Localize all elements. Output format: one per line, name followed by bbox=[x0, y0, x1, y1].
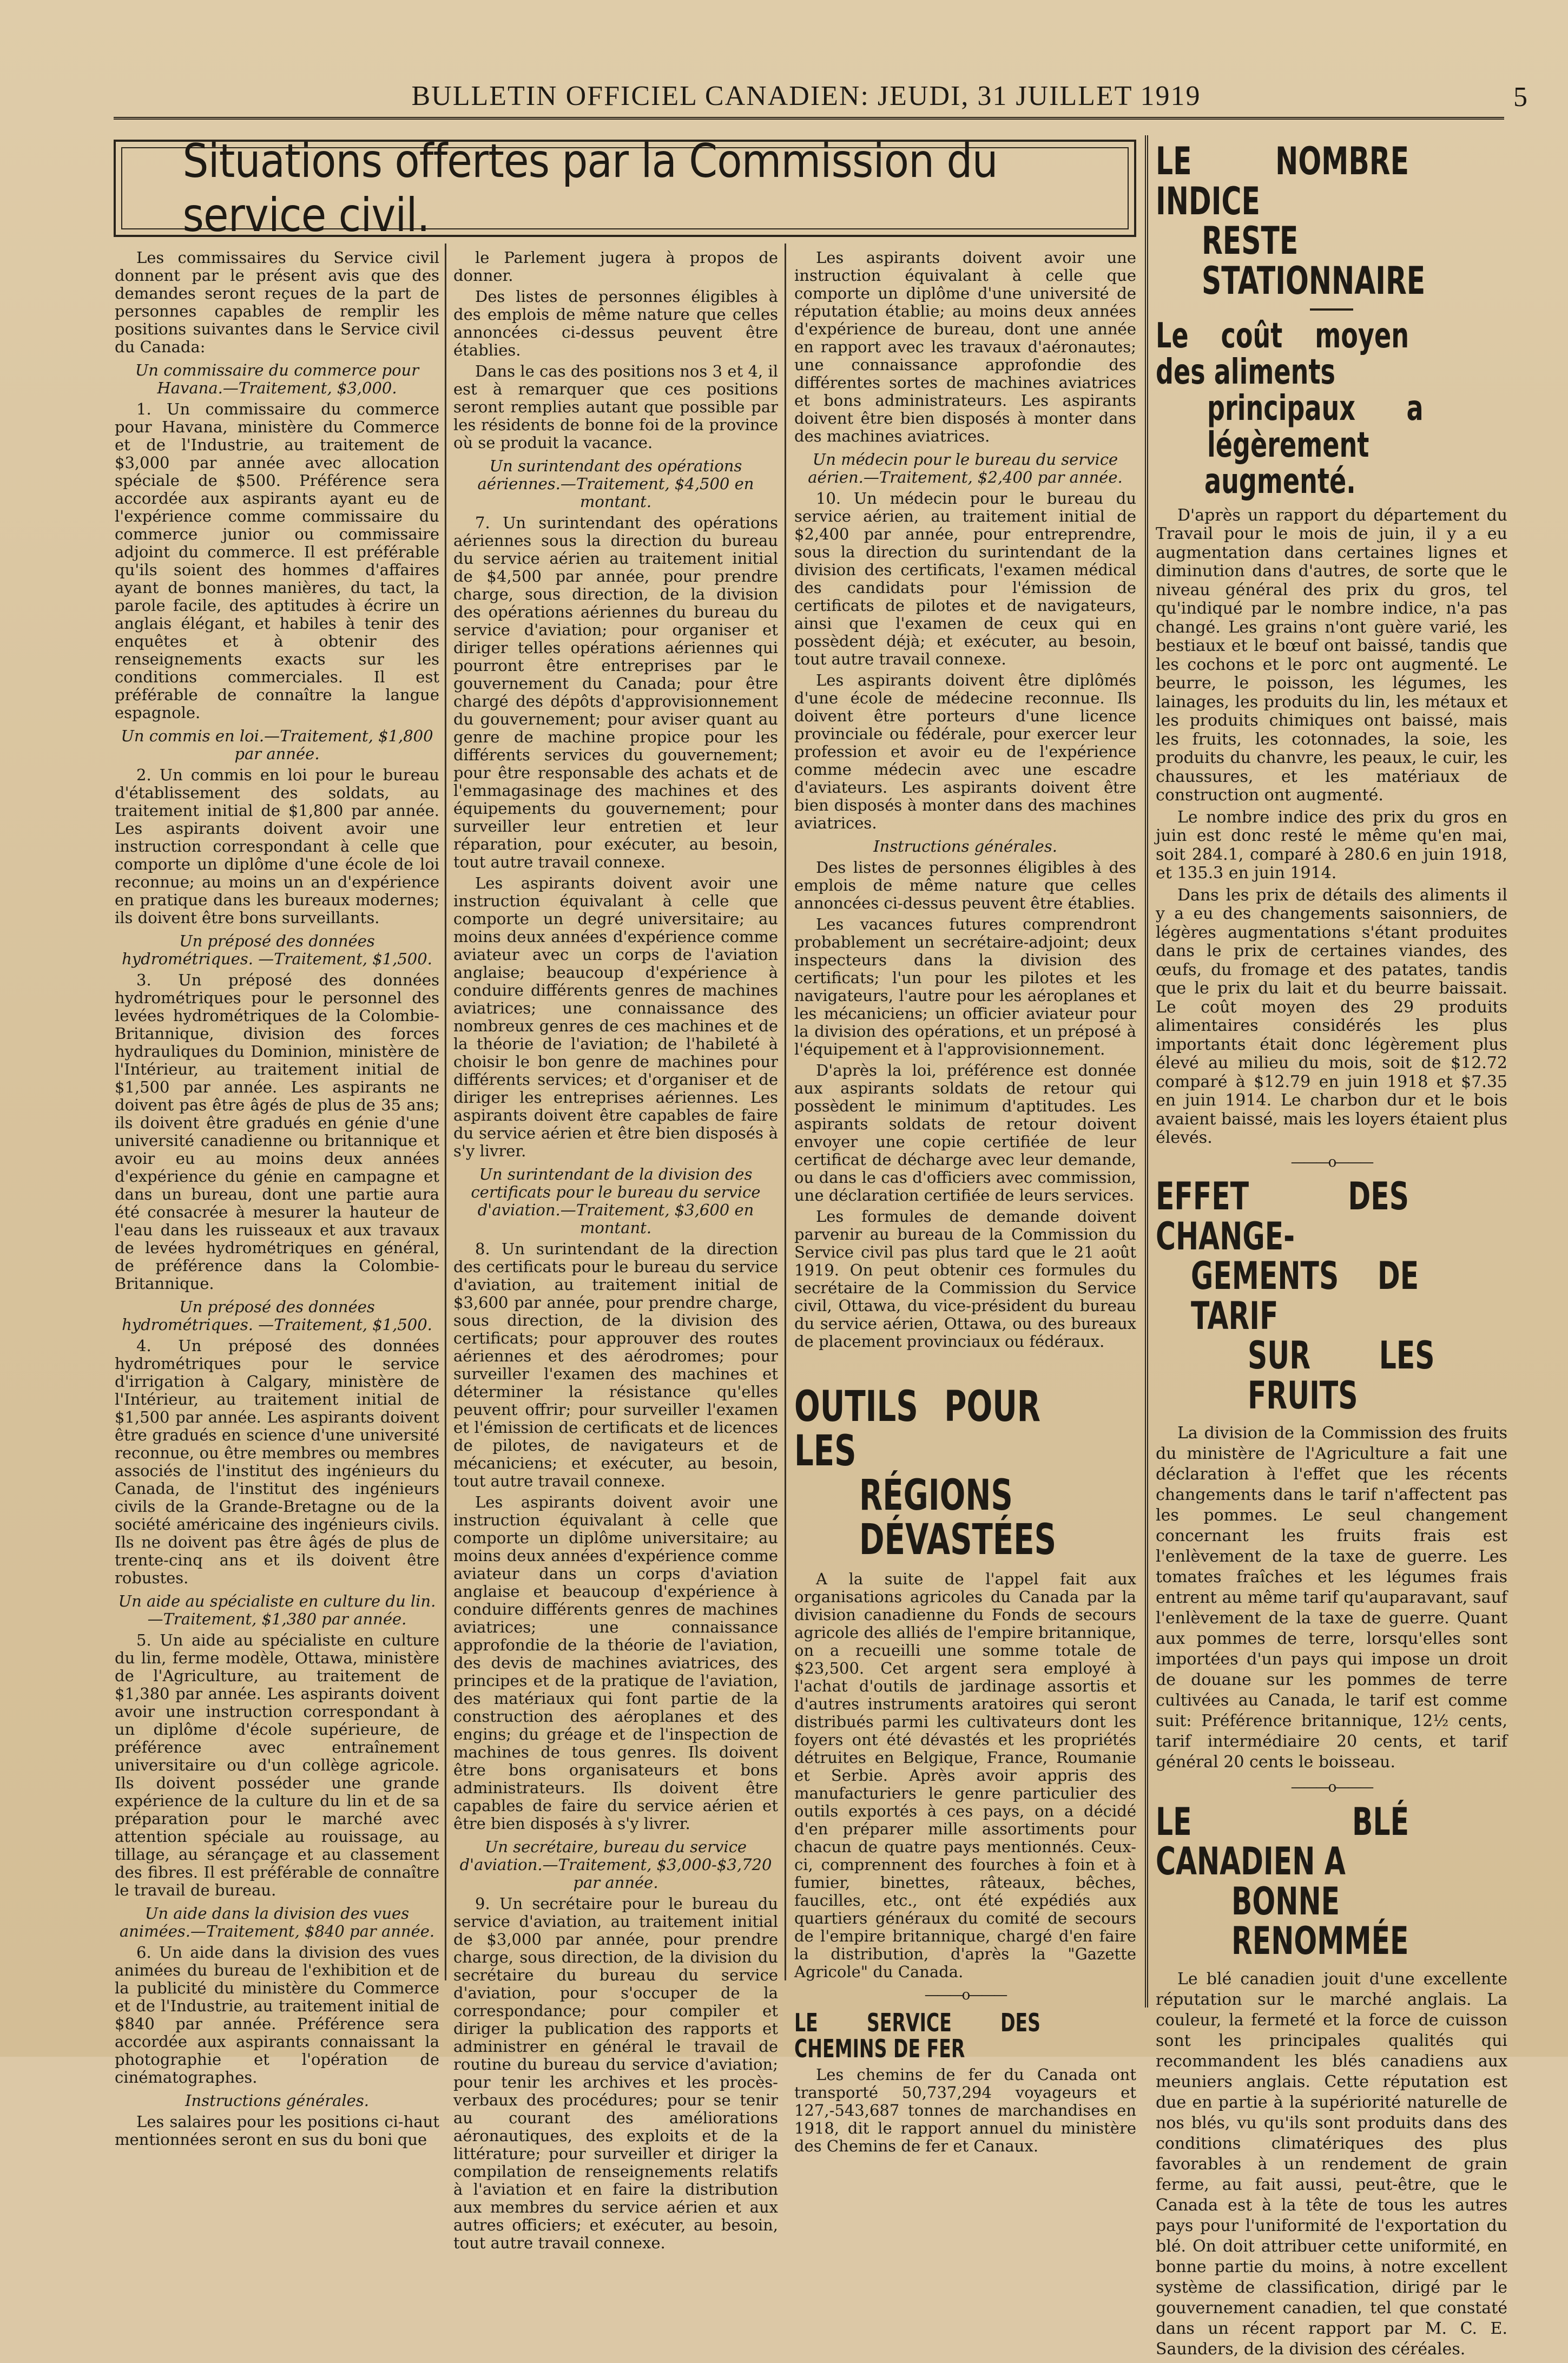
outils-body: A la suite de l'appel fait aux organisations agricoles du Canada par la division canadienne du Fonds de secours agricole des alliés de l'empire britannique, on a recueilli une somme totale de $23,500. Cet argent sera employé à l'achat d'outils de jardinage assortis et d'autres instruments aratoires qui seront distribués parmi les cultivateurs dont les foyers ont été dévastés et les propriétés détruites en Belgique, France, Roumanie et Serbie. Après avoir appris des manufacturiers le genre particulier des outils exportés à ces pays, on a décidé d'en préparer mille assortiments pour chacun de quatre pays mentionnés. Ceux-ci, comprennent des fourches à foin et à fumier, binettes, râteaux, bêches, faucilles, etc., ont été expédiés aux quartiers généraux du comité de secours de l'empire britannique, chargé d'en faire la distribution, d'après la "Gazette Agricole" du Canada. bbox=[794, 1569, 1136, 1981]
effet-title-3: SUR LES FRUITS bbox=[1248, 1333, 1435, 1418]
position-heading: Un surintendant des opérations aériennes.—Traitement, $4,500 en montant. bbox=[477, 457, 754, 511]
article-paragraph: Les commissaires du Service civil donnent par le présent avis que des demandes seront reçues de la part de personnes capables de remplir les positions suivantes dans le Service civil du Canada: bbox=[115, 248, 439, 356]
column-divider bbox=[785, 243, 786, 1980]
article-paragraph: Les vacances futures comprendront probablement un secrétaire-adjoint; deux inspecteurs dans la division des certificats; l'un pour les pilotes et les navigateurs, l'autre pour les aéroplanes et les mécaniciens; un officier aviateur pour la division des opérations, et un préposé à l'équipement et à l'approvisionnement. bbox=[794, 915, 1136, 1058]
effet-title-1: EFFET DES CHANGE- bbox=[1156, 1174, 1409, 1259]
position-heading: Un médecin pour le bureau du service aérien.—Traitement, $2,400 par année. bbox=[808, 450, 1123, 486]
indice-paragraph: Le nombre indice des prix du gros en juin est donc resté le même qu'en mai, soit 284.1, comparé à 280.6 en juin 1918, et 135.3 en juin 1914. bbox=[1156, 807, 1507, 883]
effet-body: La division de la Commission des fruits du ministère de l'Agriculture a fait une déclaration à l'effet que les récents changements dans le tarif n'affectent pas les pommes. Le seul changement concernant les fruits frais est l'enlèvement de la taxe de guerre. Les tomates fraîches et les légumes frais entrent au même tarif qu'auparavant, sauf l'enlèvement de la taxe de guerre. Quant aux pommes de terre, lorsqu'elles sont importées d'un pays qui impose un droit de douane sur les pommes de terre cultivées au Canada, le tarif est comme suit: Préférence britannique, 12½ cents, tarif intermédiaire 20 cents, et tarif général 20 cents le boisseau. bbox=[1156, 1424, 1507, 1772]
outils-title-1: OUTILS POUR LES bbox=[794, 1383, 1041, 1476]
chemins-title: LE SERVICE DES CHEMINS DE FER bbox=[794, 2007, 1041, 2063]
article-column-4 bbox=[1156, 139, 1507, 2363]
indice-sub-1: Le coût moyen des aliments bbox=[1156, 316, 1409, 393]
main-title-frame bbox=[121, 134, 1129, 242]
article-paragraph: 4. Un préposé des données hydrométriques pour le service d'irrigation à Calgary, ministère de l'Intérieur, au traitement initial de $1,500 par année. Les aspirants doivent être gradués en science d'une université reconnue, ou être membres ou membres associés de l'institut des ingénieurs du Canada, de l'institut des ingénieurs civils de la Grande-Bretagne ou de la société américaine des ingénieurs civils. Ils ne doivent pas être âgés de plus de trente-cinq ans et ils doivent être robustes. bbox=[115, 1337, 439, 1587]
chemins-body: Les chemins de fer du Canada ont transporté 50,737,294 voyageurs et 127,-543,687 tonnes de marchandises en 1918, dit le rapport annuel du ministère des Chemins de fer et Canaux. bbox=[794, 2065, 1136, 2156]
article-paragraph: Les aspirants doivent avoir une instruction équivalant à celle que comporte un diplôme universitaire; au moins deux années d'expérience comme aviateur dans un corps d'aviation anglaise et beaucoup d'expérience à conduire différents genres de machines aviatrices; une connaissance approfondie de la théorie de l'aviation, des devis de machines aviatrices, des principes et de la pratique de l'aviation, des matériaux qui font partie de la construction des aéroplanes et des engins; du gréage et de l'inspection de machines de tous genres. Ils doivent être bons organisateurs et bons administrateurs. Ils doivent être capables de faire du service aérien et être bien disposés à s'y livrer. bbox=[453, 1493, 778, 1833]
article-paragraph: 1. Un commissaire du commerce pour Havana, ministère du Commerce et de l'Industrie, au traitement de $3,000 par année avec allocation spéciale de $500. Préférence sera accordée aux aspirants ayant eu de l'expérience comme commissaire du commerce junior ou commissaire adjoint du commerce. Il est préférable qu'ils soient des hommes d'affaires ayant de bonnes manières, du tact, la parole facile, des aptitudes à écrire un anglais élégant, et habiles à tenir des enquêtes et à obtenir des renseignements exacts sur les conditions commerciales. Il est préférable de connaître la langue espagnole. bbox=[115, 400, 439, 722]
article-column-3 bbox=[794, 249, 1136, 1354]
article-paragraph: 8. Un surintendant de la direction des certificats pour le bureau du service d'aviation, au traitement initial de $3,600 par année, pour prendre charge, sous direction, de la division des certificats; pour approuver des routes aériennes et des aérodromes; pour surveiller l'examen des machines et déterminer la résistance qu'elles peuvent offrir; pour surveiller l'examen et l'émission de certificats et de licences de pilotes, de navigateurs et de mécaniciens; et exécuter, au besoin, tout autre travail connexe. bbox=[453, 1240, 778, 1490]
position-heading: Un aide dans la division des vues animées.—Traitement, $840 par année. bbox=[119, 1904, 435, 1940]
indice-paragraph: Dans les prix de détails des aliments il y a eu des changements saisonniers, de légères augmentations s'étant produites dans le prix de certaines viandes, des œufs, du fromage et des patates, tandis que le prix du lait et du beurre baissait. Le coût moyen des 29 produits alimentaires considérés les plus importants était donc légèrement plus élevé au milieu du mois, soit de $12.72 comparé à $12.79 en juin 1918 et $7.35 en juin 1914. Le charbon dur et le bois avaient baissé, mais les loyers étaient plus élevés. bbox=[1156, 885, 1507, 1148]
article-column-1 bbox=[115, 249, 439, 2152]
position-heading: Un préposé des données hydrométriques. —Traitement, $1,500. bbox=[122, 932, 432, 968]
article-paragraph: Dans le cas des positions nos 3 et 4, il est à remarquer que ces positions seront remplies autant que possible par les résidents de bonne foi de la province où se produit la vacance. bbox=[453, 362, 778, 452]
position-heading: Un préposé des données hydrométriques. —Traitement, $1,500. bbox=[122, 1298, 432, 1334]
article-paragraph: 7. Un surintendant des opérations aériennes sous la direction du bureau du service aérien au traitement initial de $4,500 par année, pour prendre charge, sous direction, de la division des opérations aériennes du bureau du service d'aviation; pour organiser et diriger telles opérations aériennes qui pourront être entreprises par le gouvernement du Canada; pour être chargé des dépôts d'approvisionnement du gouvernement; pour aviser quant au genre de machine propice pour les différents services du gouvernement; pour être responsable des achats et de l'emmagasinage des machines et des équipements du gouvernement; pour surveiller leur entretien et leur réparation, pour exécuter, au besoin, tout autre travail connexe. bbox=[453, 514, 778, 871]
indice-title-1: LE NOMBRE INDICE bbox=[1156, 139, 1409, 223]
section-ornament: ———o——— bbox=[924, 1986, 1006, 2003]
article-paragraph: Des listes de personnes éligibles à des emplois de même nature que celles annoncées ci-dessus peuvent être établies. bbox=[794, 858, 1136, 912]
article-paragraph: Les aspirants doivent avoir une instruction équivalant à celle que comporte un degré universitaire; au moins deux années d'expérience comme aviateur avec un corps de l'aviation anglaise; beaucoup d'expérience à conduire différents genres de machines aviatrices; une connaissance des nombreux genres de ces machines et de la théorie de l'aviation; de l'habileté à choisir le bon genre de machines pour différents services; et d'organiser et de diriger les entreprises aériennes. Les aspirants doivent être capables de faire du service aérien et être bien disposés à s'y livrer. bbox=[453, 874, 778, 1160]
page-header: BULLETIN OFFICIEL CANADIEN: JEUDI, 31 JUILLET 1919 bbox=[411, 81, 1201, 111]
article-paragraph: 5. Un aide au spécialiste en culture du lin, ferme modèle, Ottawa, ministère de l'Agriculture, au traitement de $1,380 par année. Les aspirants doivent avoir une instruction correspondant à un diplôme d'école supérieure, de préférence avec entraînement universitaire ou d'un collège agricole. Ils doivent posséder une grande expérience de la culture du lin et de sa préparation pour le marché avec attention spéciale au rouissage, au tillage, au sérançage et au classement des fibres. Il est préférable de connaître le travail de bureau. bbox=[115, 1631, 439, 1899]
column-divider bbox=[445, 243, 446, 1980]
section-ornament: ———o——— bbox=[1290, 1779, 1373, 1796]
column-divider-thick bbox=[1145, 135, 1148, 2007]
main-title: Situations offertes par la Commission du service civil. bbox=[182, 134, 998, 242]
article-paragraph: 6. Un aide dans la division des vues animées du bureau de l'exhibition et de la publicité du ministère du Commerce et de l'Industrie, au traitement initial de $840 par année. Préférence sera accordée aux aspirants connaissant la photographie et l'opération de cinématographes. bbox=[115, 1943, 439, 2086]
article-paragraph: 10. Un médecin pour le bureau du service aérien, au traitement initial de $2,400 par année, pour entreprendre, sous la direction du surintendant de la division des certificats, l'examen médical des candidats pour l'émission de certificats de pilotes et de navigateurs, ainsi que l'examen de ceux qui en possèdent déjà; et exécuter, au besoin, tout autre travail connexe. bbox=[794, 489, 1136, 668]
effet-title-2: GEMENTS DE TARIF bbox=[1191, 1254, 1419, 1338]
indice-title-2: RESTE STATIONNAIRE bbox=[1202, 219, 1426, 303]
indice-paragraph: D'après un rapport du département du Travail pour le mois de juin, il y a eu augmentation dans certaines lignes et diminution dans d'autres, de sorte que le niveau général des prix du gros, tel qu'indiqué par le nombre indice, n'a pas changé. Les grains n'ont guère varié, les bestiaux et le bœuf ont baissé, tandis que les cochons et le porc ont augmenté. Le beurre, le poisson, les légumes, les lainages, les produits du lin, les métaux et les produits chimiques ont baissé, mais les fruits, les cotonnades, la soie, les produits du chanvre, les peaux, le cuir, les chaussures, et les matériaux de construction ont augmenté. bbox=[1156, 505, 1507, 805]
article-paragraph: Les salaires pour les positions ci-haut mentionnées seront en sus du boni que bbox=[115, 2112, 439, 2149]
position-heading: Un aide au spécialiste en culture du lin. —Traitement, $1,380 par année. bbox=[118, 1592, 436, 1628]
header-rule bbox=[114, 117, 1504, 120]
article-column-2 bbox=[453, 249, 778, 2255]
position-heading: Instructions générales. bbox=[185, 2091, 369, 2110]
article-paragraph: Des listes de personnes éligibles à des emplois de même nature que celles annoncées ci-dessus peuvent être établies. bbox=[453, 287, 778, 359]
position-heading: Instructions générales. bbox=[873, 837, 1057, 855]
article-paragraph: 9. Un secrétaire pour le bureau du service d'aviation, au traitement initial de $3,000 par année, pour prendre charge, sous direction, de la division du secrétaire du bureau du service d'aviation, pour s'occuper de la correspondance; pour compiler et diriger la publication des rapports et administrer en général le travail de routine du bureau du service d'aviation; pour tenir les archives et les procès-verbaux des procédures; pour se tenir au courant des améliorations aéronautiques, des exploits et de la littérature; pour surveiller et diriger la compilation de renseignements relatifs à l'aviation et en faire la distribution aux membres du service aérien et aux autres officiers; et exécuter, au besoin, tout autre travail connexe. bbox=[453, 1894, 778, 2252]
indice-sub-2: principaux a légèrement bbox=[1207, 389, 1424, 465]
ble-body: Le blé canadien jouit d'une excellente réputation sur le marché anglais. La couleur, la fermeté et la force de cuisson sont les principales qualités qui recommandent les blés canadiens aux meuniers anglais. Cette réputation est due en partie à la supériorité naturelle de nos blés, vu qu'ils sont produits dans des conditions climatériques des plus favorables à un rendement de grain ferme, au fait aussi, peut-être, que le Canada est à la tête de tous les autres pays pour l'uniformité de l'exportation du blé. On doit attribuer cette uniformité, en bonne partie du moins, à notre excellent système de classification, dirigé par le gouvernement canadien, tel que constaté dans un récent rapport par M. C. E. Saunders, de la division des céréales. bbox=[1156, 1969, 1507, 2359]
position-heading: Un surintendant de la division des certificats pour le bureau du service d'aviation.—Traitement, $3,600 en montant. bbox=[471, 1165, 761, 1237]
article-paragraph: Les formules de demande doivent parvenir au bureau de la Commission du Service civil pas plus tard que le 21 août 1919. On peut obtenir ces formules du secrétaire de la Commission du Service civil, Ottawa, du vice-président du bureau du service aérien, Ottawa, ou des bureaux de placement provinciaux ou fédéraux. bbox=[794, 1207, 1136, 1351]
position-heading: Un secrétaire, bureau du service d'aviation.—Traitement, $3,000-$3,720 par année. bbox=[459, 1838, 772, 1892]
article-paragraph: Les aspirants doivent être diplômés d'une école de médecine reconnue. Ils doivent être porteurs d'une licence provinciale ou fédérale, pour exercer leur profession et avoir eu de l'expérience comme médecin avec une escadre d'aviateurs. Les aspirants doivent être bien disposés à monter dans des machines aviatrices. bbox=[794, 671, 1136, 832]
article-paragraph: 2. Un commis en loi pour le bureau d'établissement des soldats, au traitement initial de $1,800 par année. Les aspirants doivent avoir une instruction correspondant à celle que comporte un diplôme d'une école de loi reconnue; au moins un an d'expérience en pratique dans les bureaux modernes; ils doivent être bons surveillants. bbox=[115, 766, 439, 927]
article-paragraph: D'après la loi, préférence est donnée aux aspirants soldats de retour qui possèdent le minimum d'aptitudes. Les aspirants soldats de retour doivent envoyer une copie certifiée de leur certificat de décharge avec leur demande, ou dans le cas d'officiers avec commission, une déclaration certifiée de leurs services. bbox=[794, 1061, 1136, 1204]
article-paragraph: Les aspirants doivent avoir une instruction équivalant à celle que comporte un diplôme d'une université de réputation établie; au moins deux années d'expérience de bureau, dont une année en rapport avec les travaux d'aéronautes; une connaissance approfondie des différentes sortes de machines aviatrices et bons administrateurs. Les aspirants doivent être bien disposés à monter dans des machines aviatrices. bbox=[794, 248, 1136, 445]
ble-title-1: LE BLÉ CANADIEN A bbox=[1156, 1799, 1409, 1884]
indice-sub-3: augmenté. bbox=[1204, 461, 1356, 502]
article-paragraph: 3. Un préposé des données hydrométriques pour le personnel des levées hydrométriques de la Colombie-Britannique, division des forces hydrauliques du Dominion, ministère de l'Intérieur, au traitement initial de $1,500 par année. Les aspirants ne doivent pas être âgés de plus de 35 ans; ils doivent être gradués en génie d'une université canadienne ou britannique et avoir eu au moins deux années d'expérience du génie en campagne et dans un bureau, dont une partie aura été consacrée à mesurer la hauteur de l'eau dans les ruisseaux et aux travaux de levées hydrométriques en général, de préférence dans la Colombie-Britannique. bbox=[115, 971, 439, 1293]
position-heading: Un commissaire du commerce pour Havana.—Traitement, $3,000. bbox=[135, 361, 419, 397]
article-paragraph: le Parlement jugera à propos de donner. bbox=[453, 248, 778, 285]
outils-article bbox=[794, 1385, 1136, 2158]
page-number: 5 bbox=[1513, 82, 1527, 113]
ble-title-2: BONNE RENOMMÉE bbox=[1231, 1879, 1409, 1964]
position-heading: Un commis en loi.—Traitement, $1,800 par année. bbox=[121, 727, 433, 763]
main-title-box bbox=[114, 134, 1136, 242]
outils-title-2: RÉGIONS DÉVASTÉES bbox=[859, 1471, 1057, 1564]
title-dash bbox=[1310, 308, 1353, 311]
section-ornament: ———o——— bbox=[1290, 1154, 1373, 1170]
